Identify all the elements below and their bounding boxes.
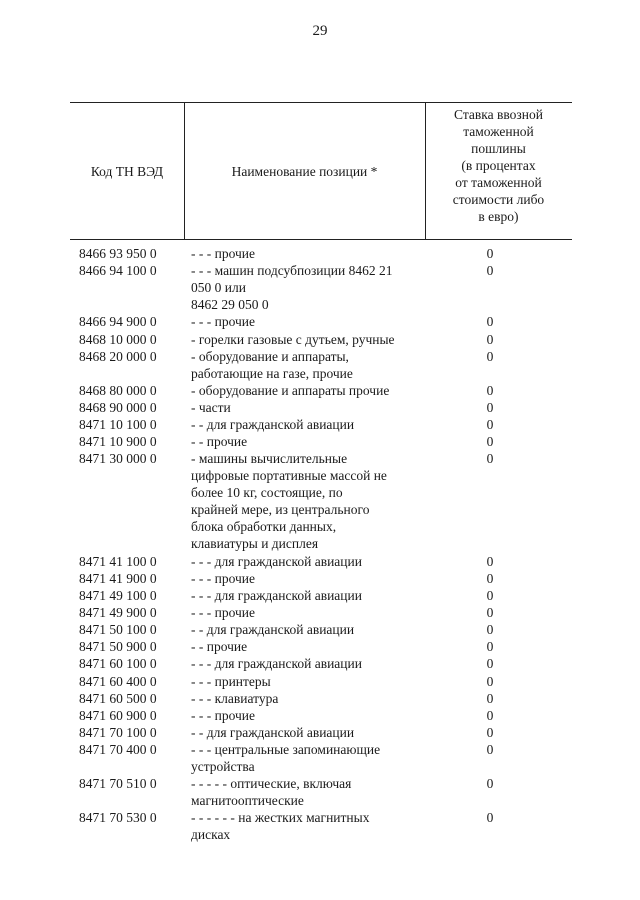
row-rate: 0	[486, 656, 494, 672]
row-rate: 0	[486, 570, 494, 586]
row-name: - - - машин подсубпозиции 8462 21 050 0 или 8462 29 050 0	[191, 263, 393, 313]
row-name: - - - прочие	[191, 570, 255, 586]
row-rate: 0	[486, 776, 494, 792]
row-name: - - - для гражданской авиации	[191, 553, 362, 569]
row-name: - - - клавиатура	[191, 690, 279, 706]
row-rate: 0	[486, 741, 494, 757]
row-name: - - для гражданской авиации	[191, 417, 355, 432]
row-code: 8466 94 900 0	[79, 314, 157, 330]
row-name: - - - принтеры	[191, 673, 271, 689]
row-code: 8471 60 400 0	[79, 673, 157, 689]
row-code: 8471 60 500 0	[79, 690, 157, 706]
row-code: 8471 50 100 0	[79, 622, 157, 638]
row-code: 8471 70 510 0	[79, 776, 157, 792]
row-code: 8468 20 000 0	[79, 348, 157, 364]
row-name: - - - прочие	[191, 314, 255, 330]
row-code: 8471 30 000 0	[79, 451, 157, 467]
header-name	[184, 103, 425, 239]
row-rate: 0	[486, 639, 494, 655]
header-code	[70, 103, 184, 239]
page-number: 29	[312, 23, 328, 39]
row-code: 8466 93 950 0	[79, 246, 157, 261]
row-rate: 0	[486, 553, 494, 569]
header-rate	[425, 103, 572, 239]
row-rate: 0	[486, 724, 494, 740]
row-code: 8471 41 100 0	[79, 553, 157, 569]
row-name: - - - прочие	[191, 246, 255, 261]
row-code: 8471 50 900 0	[79, 639, 157, 655]
row-rate: 0	[486, 588, 494, 603]
row-name: - - - для гражданской авиации	[191, 588, 362, 603]
row-rate: 0	[486, 690, 494, 706]
row-code: 8471 41 900 0	[79, 570, 157, 586]
row-name: - - для гражданской авиации	[191, 724, 355, 740]
row-rate: 0	[486, 622, 494, 638]
row-rate: 0	[486, 399, 494, 415]
row-name: - - - прочие	[191, 707, 255, 723]
row-name: - - - - - оптические, включая магнитооптические	[191, 776, 352, 809]
row-code: 8471 10 900 0	[79, 434, 157, 450]
row-code: 8471 70 530 0	[79, 810, 157, 826]
row-rate: 0	[486, 263, 494, 279]
table-header	[70, 102, 572, 240]
row-code: 8471 70 400 0	[79, 741, 157, 757]
row-name: - - - для гражданской авиации	[191, 656, 362, 672]
row-rate: 0	[486, 707, 494, 723]
row-name: - - прочие	[191, 639, 248, 655]
row-code: 8468 10 000 0	[79, 331, 157, 347]
header-name-label: Наименование позиции *	[231, 163, 378, 179]
row-rate: 0	[486, 434, 494, 450]
row-rate: 0	[486, 348, 494, 364]
row-rate: 0	[486, 314, 494, 330]
row-code: 8471 49 100 0	[79, 588, 157, 603]
row-code: 8471 60 900 0	[79, 707, 157, 723]
row-code: 8471 70 100 0	[79, 724, 157, 740]
row-code: 8468 90 000 0	[79, 399, 157, 415]
row-code: 8468 80 000 0	[79, 382, 157, 398]
header-code-label: Код ТН ВЭД	[90, 163, 164, 179]
row-name: - - для гражданской авиации	[191, 622, 355, 638]
row-name: - - прочие	[191, 434, 248, 450]
row-rate: 0	[486, 417, 494, 432]
row-rate: 0	[486, 451, 494, 467]
row-name: - части	[191, 399, 231, 415]
row-name: - - - центральные запоминающие устройства	[191, 741, 381, 774]
row-name: - машины вычислительные цифровые портативные массой не более 10 кг, состоящие, по крайней мере, из центрального блока обработки данных, клавиатуры и дисплея	[191, 451, 387, 552]
row-code: 8471 60 100 0	[79, 656, 157, 672]
row-rate: 0	[486, 246, 494, 261]
row-name: - оборудование и аппараты, работающие на газе, прочие	[191, 348, 353, 381]
row-code: 8471 10 100 0	[79, 417, 157, 432]
row-name: - горелки газовые с дутьем, ручные	[191, 331, 395, 347]
row-rate: 0	[486, 331, 494, 347]
row-code: 8466 94 100 0	[79, 263, 157, 279]
row-name: - оборудование и аппараты прочие	[191, 382, 390, 398]
row-code: 8471 49 900 0	[79, 605, 157, 621]
header-rate-label: Ставка ввозной таможенной пошлины (в процентах от таможенной стоимости либо в евро)	[452, 107, 545, 224]
row-rate: 0	[486, 382, 494, 398]
row-name: - - - прочие	[191, 605, 255, 621]
row-rate: 0	[486, 810, 494, 826]
row-rate: 0	[486, 673, 494, 689]
row-rate: 0	[486, 605, 494, 621]
row-name: - - - - - - на жестких магнитных дисках	[191, 810, 370, 843]
